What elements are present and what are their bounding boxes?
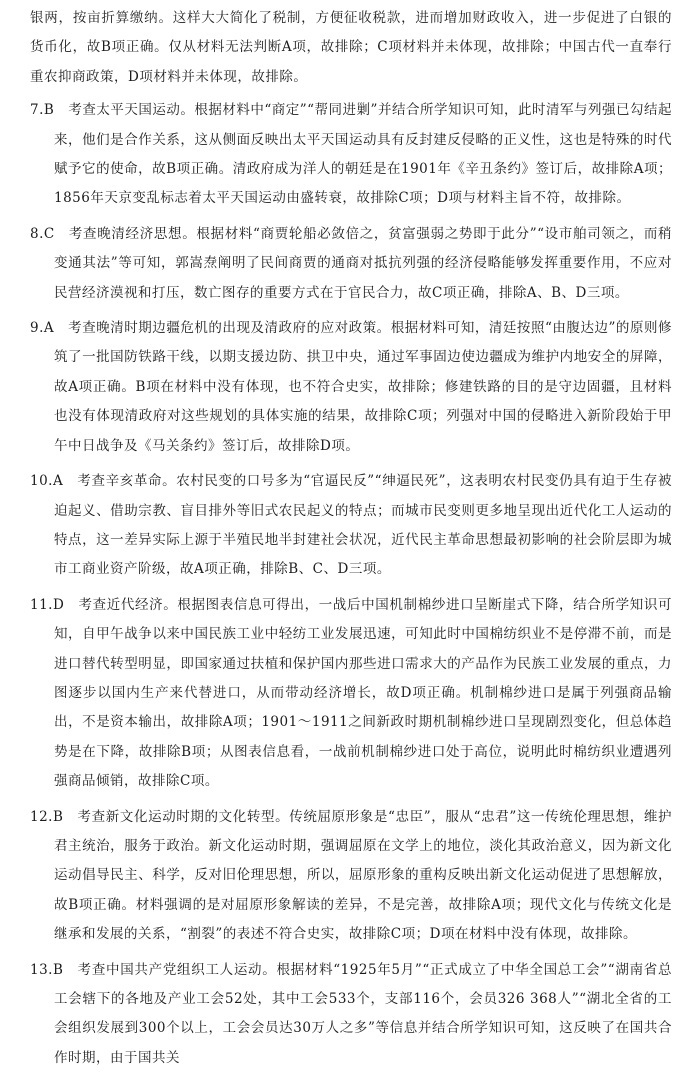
answer-number: 7. xyxy=(30,102,44,119)
answer-explanation: 考查太平天国运动。根据材料中“商定”“帮同进剿”并结合所学知识可知，此时清军与列强已勾结起来，他们是合作关系，这从侧面反映出太平天国运动具有反封建反侵略的正义性，这也是特殊的时代赋予它的使命，故B项正确。清政府成为洋人的朝廷是在1901年《辛丑条约》签订后，故排除A项；1856年天京变乱标志着太平天国运动由盛转衰，故排除C项；D项与材料主旨不符，故排除。 xyxy=(54,102,672,207)
answer-choice: B xyxy=(52,961,64,978)
answer-number: 9. xyxy=(30,320,44,337)
answer-choice: B xyxy=(43,102,55,119)
answer-choice: D xyxy=(52,596,65,613)
answer-choice: A xyxy=(52,473,64,490)
answer-explanation: 考查近代经济。根据图表信息可得出，一战后中国机制棉纱进口呈断崖式下降，结合所学知识可知，自甲午战争以来中国民族工业中轻纺工业发展迅速，可知此时中国棉纺织业不是停滞不前，而是进口替代转型明显，即国家通过扶植和保护国内那些进口需求大的产品作为民族工业发展的重点，力图逐步以国内生产来代替进口，从而带动经济增长，故D项正确。机制棉纱进口是属于列强商品输出，不是资本输出，故排除A项；1901～1911之间新政时期机制棉纱进口呈现剧烈变化，但总体趋势是在下降，故排除B项；从图表信息看，一战前机制棉纱进口处于高位，说明此时棉纺织业遭遇列强商品倾销，故排除C项。 xyxy=(54,596,672,790)
answer-number: 12. xyxy=(30,808,53,825)
answer-explanation: 考查晚清经济思想。根据材料“商贾轮船必敛倍之，贫富强弱之势即于此分”“设市舶司领之，而稍变通其法”等可知，郭嵩焘阐明了民间商贾的通商对抵抗列强的经济侵略能够发挥重要作用，不应对民营经济漠视和打压，数亡图存的重要方式在于官民合力，故C项正确，排除A、B、D三项。 xyxy=(54,225,672,301)
answer-explanation: 考查新文化运动时期的文化转型。传统屈原形象是“忠臣”，服从“忠君”这一传统伦理思想，维护君主统治，服务于政治。新文化运动时期，强调屈原在文学上的地位，淡化其政治意义，因为新文化运动倡导民主、科学，反对旧伦理思想，所以，屈原形象的重构反映出新文化运动促进了思想解放，故B项正确。材料强调的是对屈原形象解读的差异，不是完善，故排除A项；现代文化与传统文化是继承和发展的关系，“割裂”的表述不符合史实，故排除C项；D项在材料中没有体现，故排除。 xyxy=(54,808,672,943)
answer-number: 8. xyxy=(30,225,44,242)
answer-explanation: 考查中国共产党组织工人运动。根据材料“1925年5月”“正式成立了中华全国总工会”“湖南省总工会辖下的各地及产业工会52处，其中工会533个，支部116个，会员326 368人”“湖北全省的工会组织发展到300个以上，工会会员达30万人之多”等信息并结合所学知识可知，这反映了在国共合作时期，由于国共关 xyxy=(54,961,672,1066)
answer-explanation: 考查晚清时期边疆危机的出现及清政府的应对政策。根据材料可知，清廷按照“由腹达边”的原则修筑了一批国防铁路干线，以期支援边防、拱卫中央，通过军事固边使边疆成为维护内地安全的屏障，故A项正确。B项在材料中没有体现，也不符合史实，故排除；修建铁路的目的是守边固疆，且材料也没有体现清政府对这些规划的具体实施的结果，故排除C项；列强对中国的侵略进入新阶段始于甲午中日战争及《马关条约》签订后，故排除D项。 xyxy=(54,320,672,454)
answer-item-12 xyxy=(30,803,672,950)
answer-item-8 xyxy=(30,220,672,308)
answer-choice: C xyxy=(43,225,55,242)
answer-item-10 xyxy=(30,467,672,585)
answer-choice: A xyxy=(43,320,55,337)
answer-item-11 xyxy=(30,591,672,797)
answer-number: 13. xyxy=(30,961,53,978)
answer-item-9 xyxy=(30,314,672,461)
answer-number: 11. xyxy=(30,596,53,613)
continuation-paragraph: 银两，按亩折算缴纳。这样大大简化了税制，方便征收税款，进而增加财政收入，进一步促进了白银的货币化，故B项正确。仅从材料无法判断A项，故排除；C项材料并未体现，故排除；中国古代一直奉行重农抑商政策，D项材料并未体现，故排除。 xyxy=(30,10,672,85)
answer-explanation: 考查辛亥革命。农村民变的口号多为“官逼民反”“绅逼民死”，这表明农村民变仍具有迫于生存被迫起义、借助宗教、盲目排外等旧式农民起义的特点；而城市民变则更多地呈现出近代化工人运动的特点，这一差异实际上源于半殖民地半封建社会状况，近代民主革命思想最初影响的社会阶层即为城市工商业资产阶级，故A项正确，排除B、C、D三项。 xyxy=(54,473,672,578)
answer-choice: B xyxy=(52,808,64,825)
answer-item-7 xyxy=(30,96,672,214)
answer-number: 10. xyxy=(30,473,53,490)
answer-item-13 xyxy=(30,956,672,1073)
